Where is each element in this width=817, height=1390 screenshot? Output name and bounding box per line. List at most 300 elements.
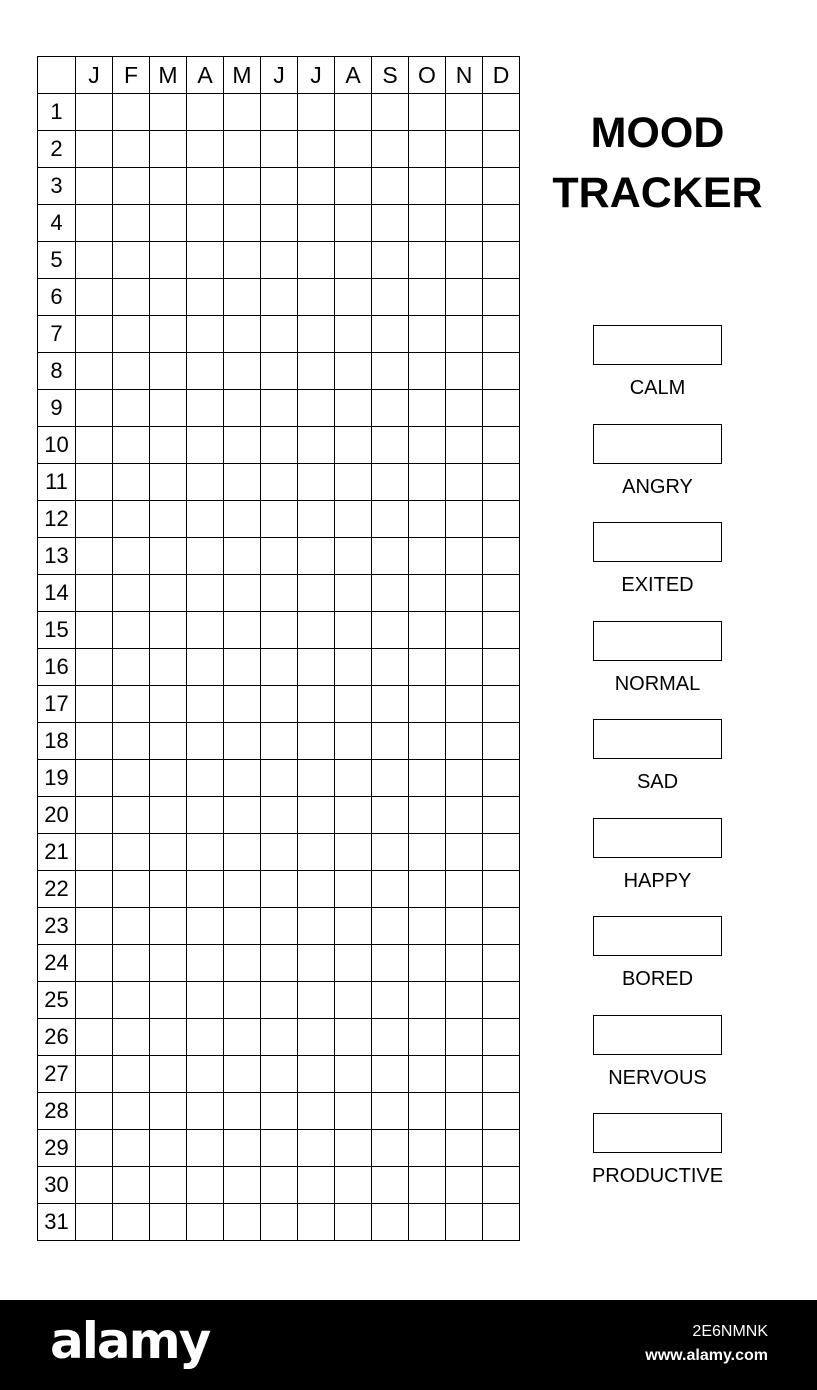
mood-cell[interactable]: [113, 797, 150, 834]
mood-cell[interactable]: [298, 982, 335, 1019]
mood-cell[interactable]: [372, 1093, 409, 1130]
mood-cell[interactable]: [372, 1019, 409, 1056]
mood-cell[interactable]: [298, 94, 335, 131]
mood-cell[interactable]: [335, 205, 372, 242]
mood-cell[interactable]: [224, 760, 261, 797]
mood-cell[interactable]: [261, 242, 298, 279]
mood-cell[interactable]: [372, 94, 409, 131]
mood-cell[interactable]: [224, 501, 261, 538]
mood-cell[interactable]: [446, 94, 483, 131]
mood-cell[interactable]: [224, 279, 261, 316]
mood-cell[interactable]: [76, 464, 113, 501]
mood-cell[interactable]: [409, 94, 446, 131]
mood-cell[interactable]: [224, 945, 261, 982]
mood-cell[interactable]: [372, 390, 409, 427]
legend-color-box[interactable]: [593, 719, 722, 759]
mood-cell[interactable]: [150, 390, 187, 427]
mood-cell[interactable]: [150, 649, 187, 686]
mood-cell[interactable]: [372, 464, 409, 501]
mood-cell[interactable]: [483, 168, 520, 205]
mood-cell[interactable]: [483, 797, 520, 834]
mood-cell[interactable]: [150, 834, 187, 871]
mood-cell[interactable]: [261, 390, 298, 427]
mood-cell[interactable]: [187, 575, 224, 612]
mood-cell[interactable]: [446, 871, 483, 908]
mood-cell[interactable]: [76, 982, 113, 1019]
mood-cell[interactable]: [372, 760, 409, 797]
mood-cell[interactable]: [261, 797, 298, 834]
mood-cell[interactable]: [298, 1093, 335, 1130]
mood-cell[interactable]: [113, 242, 150, 279]
mood-cell[interactable]: [113, 945, 150, 982]
mood-cell[interactable]: [409, 131, 446, 168]
mood-cell[interactable]: [409, 649, 446, 686]
mood-cell[interactable]: [409, 168, 446, 205]
mood-cell[interactable]: [150, 1204, 187, 1241]
mood-cell[interactable]: [261, 723, 298, 760]
mood-cell[interactable]: [446, 1056, 483, 1093]
mood-cell[interactable]: [187, 205, 224, 242]
mood-cell[interactable]: [187, 1019, 224, 1056]
mood-cell[interactable]: [335, 1056, 372, 1093]
mood-cell[interactable]: [372, 575, 409, 612]
mood-cell[interactable]: [150, 1167, 187, 1204]
mood-cell[interactable]: [113, 1093, 150, 1130]
mood-cell[interactable]: [483, 908, 520, 945]
mood-cell[interactable]: [372, 427, 409, 464]
mood-cell[interactable]: [113, 871, 150, 908]
mood-cell[interactable]: [76, 686, 113, 723]
mood-cell[interactable]: [224, 316, 261, 353]
mood-cell[interactable]: [483, 723, 520, 760]
mood-cell[interactable]: [187, 982, 224, 1019]
mood-cell[interactable]: [113, 538, 150, 575]
mood-cell[interactable]: [261, 316, 298, 353]
mood-cell[interactable]: [372, 797, 409, 834]
mood-cell[interactable]: [224, 464, 261, 501]
mood-cell[interactable]: [187, 1130, 224, 1167]
mood-cell[interactable]: [224, 1056, 261, 1093]
mood-cell[interactable]: [187, 649, 224, 686]
mood-cell[interactable]: [446, 353, 483, 390]
mood-cell[interactable]: [187, 94, 224, 131]
mood-cell[interactable]: [150, 871, 187, 908]
mood-cell[interactable]: [76, 501, 113, 538]
mood-cell[interactable]: [113, 94, 150, 131]
mood-cell[interactable]: [298, 1019, 335, 1056]
mood-cell[interactable]: [483, 1019, 520, 1056]
mood-cell[interactable]: [187, 242, 224, 279]
mood-cell[interactable]: [409, 982, 446, 1019]
mood-cell[interactable]: [483, 242, 520, 279]
mood-cell[interactable]: [298, 612, 335, 649]
mood-cell[interactable]: [335, 242, 372, 279]
mood-cell[interactable]: [298, 205, 335, 242]
mood-cell[interactable]: [409, 353, 446, 390]
mood-cell[interactable]: [483, 760, 520, 797]
mood-cell[interactable]: [224, 94, 261, 131]
mood-cell[interactable]: [150, 353, 187, 390]
mood-cell[interactable]: [150, 945, 187, 982]
mood-cell[interactable]: [335, 390, 372, 427]
mood-cell[interactable]: [150, 131, 187, 168]
mood-cell[interactable]: [446, 538, 483, 575]
mood-cell[interactable]: [483, 1130, 520, 1167]
mood-cell[interactable]: [483, 205, 520, 242]
mood-cell[interactable]: [261, 94, 298, 131]
mood-cell[interactable]: [113, 908, 150, 945]
mood-cell[interactable]: [372, 945, 409, 982]
mood-cell[interactable]: [335, 279, 372, 316]
mood-cell[interactable]: [335, 945, 372, 982]
mood-cell[interactable]: [187, 686, 224, 723]
mood-cell[interactable]: [372, 316, 409, 353]
mood-cell[interactable]: [261, 205, 298, 242]
mood-cell[interactable]: [76, 353, 113, 390]
mood-cell[interactable]: [187, 353, 224, 390]
mood-cell[interactable]: [261, 464, 298, 501]
mood-cell[interactable]: [298, 871, 335, 908]
mood-cell[interactable]: [76, 1093, 113, 1130]
mood-cell[interactable]: [76, 575, 113, 612]
mood-cell[interactable]: [409, 575, 446, 612]
mood-cell[interactable]: [298, 1056, 335, 1093]
mood-cell[interactable]: [335, 427, 372, 464]
mood-cell[interactable]: [372, 612, 409, 649]
mood-cell[interactable]: [483, 871, 520, 908]
mood-cell[interactable]: [335, 316, 372, 353]
mood-cell[interactable]: [187, 723, 224, 760]
mood-cell[interactable]: [483, 612, 520, 649]
mood-cell[interactable]: [446, 945, 483, 982]
mood-cell[interactable]: [261, 871, 298, 908]
mood-cell[interactable]: [298, 797, 335, 834]
legend-color-box[interactable]: [593, 424, 722, 464]
mood-cell[interactable]: [409, 427, 446, 464]
mood-cell[interactable]: [113, 834, 150, 871]
mood-cell[interactable]: [150, 316, 187, 353]
mood-cell[interactable]: [483, 538, 520, 575]
mood-cell[interactable]: [150, 797, 187, 834]
mood-cell[interactable]: [298, 908, 335, 945]
mood-cell[interactable]: [446, 242, 483, 279]
mood-cell[interactable]: [298, 168, 335, 205]
mood-cell[interactable]: [409, 1093, 446, 1130]
mood-cell[interactable]: [224, 723, 261, 760]
mood-cell[interactable]: [76, 908, 113, 945]
mood-cell[interactable]: [298, 760, 335, 797]
mood-cell[interactable]: [224, 982, 261, 1019]
mood-cell[interactable]: [446, 1204, 483, 1241]
mood-cell[interactable]: [76, 168, 113, 205]
mood-cell[interactable]: [298, 390, 335, 427]
mood-cell[interactable]: [187, 316, 224, 353]
mood-cell[interactable]: [150, 723, 187, 760]
mood-cell[interactable]: [409, 1204, 446, 1241]
mood-cell[interactable]: [335, 1167, 372, 1204]
mood-cell[interactable]: [409, 945, 446, 982]
mood-cell[interactable]: [409, 390, 446, 427]
mood-cell[interactable]: [372, 279, 409, 316]
mood-cell[interactable]: [372, 501, 409, 538]
mood-cell[interactable]: [187, 1056, 224, 1093]
mood-cell[interactable]: [187, 168, 224, 205]
mood-cell[interactable]: [113, 649, 150, 686]
mood-cell[interactable]: [372, 982, 409, 1019]
mood-cell[interactable]: [113, 390, 150, 427]
mood-cell[interactable]: [150, 908, 187, 945]
mood-cell[interactable]: [446, 760, 483, 797]
mood-cell[interactable]: [409, 1130, 446, 1167]
mood-cell[interactable]: [261, 501, 298, 538]
mood-cell[interactable]: [113, 501, 150, 538]
mood-cell[interactable]: [372, 538, 409, 575]
mood-cell[interactable]: [150, 501, 187, 538]
mood-cell[interactable]: [446, 205, 483, 242]
mood-cell[interactable]: [335, 834, 372, 871]
mood-cell[interactable]: [76, 760, 113, 797]
mood-cell[interactable]: [113, 1056, 150, 1093]
legend-color-box[interactable]: [593, 522, 722, 562]
mood-cell[interactable]: [335, 723, 372, 760]
mood-cell[interactable]: [224, 612, 261, 649]
mood-cell[interactable]: [76, 1130, 113, 1167]
mood-cell[interactable]: [150, 760, 187, 797]
mood-cell[interactable]: [446, 427, 483, 464]
mood-cell[interactable]: [261, 538, 298, 575]
mood-cell[interactable]: [113, 464, 150, 501]
mood-cell[interactable]: [335, 908, 372, 945]
mood-cell[interactable]: [372, 834, 409, 871]
mood-cell[interactable]: [187, 390, 224, 427]
mood-cell[interactable]: [187, 760, 224, 797]
mood-cell[interactable]: [335, 649, 372, 686]
mood-cell[interactable]: [150, 1019, 187, 1056]
mood-cell[interactable]: [113, 427, 150, 464]
mood-cell[interactable]: [150, 279, 187, 316]
mood-cell[interactable]: [187, 501, 224, 538]
mood-cell[interactable]: [335, 612, 372, 649]
mood-cell[interactable]: [150, 686, 187, 723]
mood-cell[interactable]: [261, 168, 298, 205]
mood-cell[interactable]: [409, 1056, 446, 1093]
mood-cell[interactable]: [446, 723, 483, 760]
mood-cell[interactable]: [335, 1130, 372, 1167]
mood-cell[interactable]: [483, 575, 520, 612]
mood-cell[interactable]: [224, 205, 261, 242]
mood-cell[interactable]: [150, 464, 187, 501]
mood-cell[interactable]: [446, 575, 483, 612]
mood-cell[interactable]: [224, 390, 261, 427]
mood-cell[interactable]: [261, 612, 298, 649]
mood-cell[interactable]: [409, 538, 446, 575]
mood-cell[interactable]: [76, 723, 113, 760]
mood-cell[interactable]: [335, 1093, 372, 1130]
mood-cell[interactable]: [335, 760, 372, 797]
mood-cell[interactable]: [335, 686, 372, 723]
mood-cell[interactable]: [261, 1167, 298, 1204]
mood-cell[interactable]: [483, 1093, 520, 1130]
mood-cell[interactable]: [446, 390, 483, 427]
mood-cell[interactable]: [409, 1019, 446, 1056]
mood-cell[interactable]: [261, 1204, 298, 1241]
mood-cell[interactable]: [372, 353, 409, 390]
mood-cell[interactable]: [224, 1019, 261, 1056]
mood-cell[interactable]: [298, 464, 335, 501]
mood-cell[interactable]: [224, 1204, 261, 1241]
mood-cell[interactable]: [187, 1167, 224, 1204]
mood-cell[interactable]: [113, 686, 150, 723]
mood-cell[interactable]: [335, 94, 372, 131]
mood-cell[interactable]: [372, 649, 409, 686]
mood-cell[interactable]: [224, 649, 261, 686]
mood-cell[interactable]: [76, 1019, 113, 1056]
mood-cell[interactable]: [76, 242, 113, 279]
mood-cell[interactable]: [446, 1167, 483, 1204]
mood-cell[interactable]: [76, 390, 113, 427]
mood-cell[interactable]: [224, 1130, 261, 1167]
mood-cell[interactable]: [224, 168, 261, 205]
mood-cell[interactable]: [113, 1167, 150, 1204]
mood-cell[interactable]: [409, 279, 446, 316]
mood-cell[interactable]: [76, 427, 113, 464]
mood-cell[interactable]: [113, 316, 150, 353]
mood-cell[interactable]: [298, 501, 335, 538]
mood-cell[interactable]: [335, 1204, 372, 1241]
mood-cell[interactable]: [335, 464, 372, 501]
mood-cell[interactable]: [150, 1056, 187, 1093]
mood-cell[interactable]: [335, 168, 372, 205]
mood-cell[interactable]: [261, 945, 298, 982]
mood-cell[interactable]: [483, 94, 520, 131]
mood-cell[interactable]: [224, 1093, 261, 1130]
mood-cell[interactable]: [335, 538, 372, 575]
mood-cell[interactable]: [483, 982, 520, 1019]
mood-cell[interactable]: [261, 1130, 298, 1167]
mood-cell[interactable]: [113, 760, 150, 797]
mood-cell[interactable]: [113, 168, 150, 205]
mood-cell[interactable]: [298, 1130, 335, 1167]
mood-cell[interactable]: [298, 723, 335, 760]
mood-cell[interactable]: [372, 131, 409, 168]
mood-cell[interactable]: [298, 316, 335, 353]
mood-cell[interactable]: [298, 131, 335, 168]
mood-cell[interactable]: [446, 464, 483, 501]
mood-cell[interactable]: [409, 205, 446, 242]
mood-cell[interactable]: [446, 1019, 483, 1056]
mood-cell[interactable]: [446, 1130, 483, 1167]
mood-cell[interactable]: [483, 316, 520, 353]
mood-cell[interactable]: [187, 1093, 224, 1130]
mood-cell[interactable]: [261, 353, 298, 390]
mood-cell[interactable]: [372, 1056, 409, 1093]
mood-cell[interactable]: [150, 1093, 187, 1130]
mood-cell[interactable]: [187, 834, 224, 871]
mood-cell[interactable]: [187, 797, 224, 834]
mood-cell[interactable]: [298, 1167, 335, 1204]
mood-cell[interactable]: [446, 279, 483, 316]
mood-cell[interactable]: [483, 353, 520, 390]
mood-cell[interactable]: [187, 871, 224, 908]
mood-cell[interactable]: [483, 1204, 520, 1241]
mood-cell[interactable]: [372, 1130, 409, 1167]
mood-cell[interactable]: [298, 427, 335, 464]
mood-cell[interactable]: [76, 1167, 113, 1204]
mood-cell[interactable]: [483, 834, 520, 871]
mood-cell[interactable]: [298, 649, 335, 686]
mood-cell[interactable]: [150, 538, 187, 575]
mood-cell[interactable]: [187, 279, 224, 316]
mood-cell[interactable]: [187, 612, 224, 649]
mood-cell[interactable]: [409, 686, 446, 723]
mood-cell[interactable]: [446, 316, 483, 353]
mood-cell[interactable]: [76, 834, 113, 871]
mood-cell[interactable]: [372, 1167, 409, 1204]
mood-cell[interactable]: [224, 797, 261, 834]
mood-cell[interactable]: [224, 908, 261, 945]
mood-cell[interactable]: [113, 353, 150, 390]
mood-cell[interactable]: [409, 908, 446, 945]
mood-cell[interactable]: [261, 1056, 298, 1093]
mood-cell[interactable]: [187, 1204, 224, 1241]
mood-cell[interactable]: [446, 649, 483, 686]
mood-cell[interactable]: [298, 353, 335, 390]
mood-cell[interactable]: [150, 94, 187, 131]
mood-cell[interactable]: [409, 316, 446, 353]
mood-cell[interactable]: [261, 575, 298, 612]
mood-cell[interactable]: [261, 279, 298, 316]
legend-color-box[interactable]: [593, 325, 722, 365]
mood-cell[interactable]: [76, 649, 113, 686]
mood-cell[interactable]: [298, 1204, 335, 1241]
mood-cell[interactable]: [224, 1167, 261, 1204]
mood-cell[interactable]: [298, 834, 335, 871]
mood-cell[interactable]: [224, 242, 261, 279]
mood-cell[interactable]: [113, 205, 150, 242]
mood-cell[interactable]: [483, 464, 520, 501]
mood-cell[interactable]: [150, 427, 187, 464]
mood-cell[interactable]: [446, 982, 483, 1019]
mood-cell[interactable]: [483, 427, 520, 464]
mood-cell[interactable]: [298, 279, 335, 316]
mood-cell[interactable]: [113, 1019, 150, 1056]
mood-cell[interactable]: [113, 575, 150, 612]
mood-cell[interactable]: [483, 279, 520, 316]
mood-cell[interactable]: [409, 501, 446, 538]
mood-cell[interactable]: [483, 390, 520, 427]
mood-cell[interactable]: [76, 1056, 113, 1093]
legend-color-box[interactable]: [593, 1113, 722, 1153]
mood-cell[interactable]: [261, 686, 298, 723]
mood-cell[interactable]: [446, 168, 483, 205]
mood-cell[interactable]: [187, 538, 224, 575]
legend-color-box[interactable]: [593, 818, 722, 858]
mood-cell[interactable]: [224, 871, 261, 908]
mood-cell[interactable]: [76, 316, 113, 353]
mood-cell[interactable]: [335, 575, 372, 612]
mood-cell[interactable]: [335, 797, 372, 834]
mood-cell[interactable]: [483, 1056, 520, 1093]
mood-cell[interactable]: [187, 427, 224, 464]
mood-cell[interactable]: [224, 575, 261, 612]
mood-cell[interactable]: [261, 1019, 298, 1056]
mood-cell[interactable]: [150, 612, 187, 649]
mood-cell[interactable]: [261, 131, 298, 168]
mood-cell[interactable]: [150, 575, 187, 612]
mood-cell[interactable]: [335, 501, 372, 538]
mood-cell[interactable]: [446, 131, 483, 168]
mood-cell[interactable]: [261, 649, 298, 686]
